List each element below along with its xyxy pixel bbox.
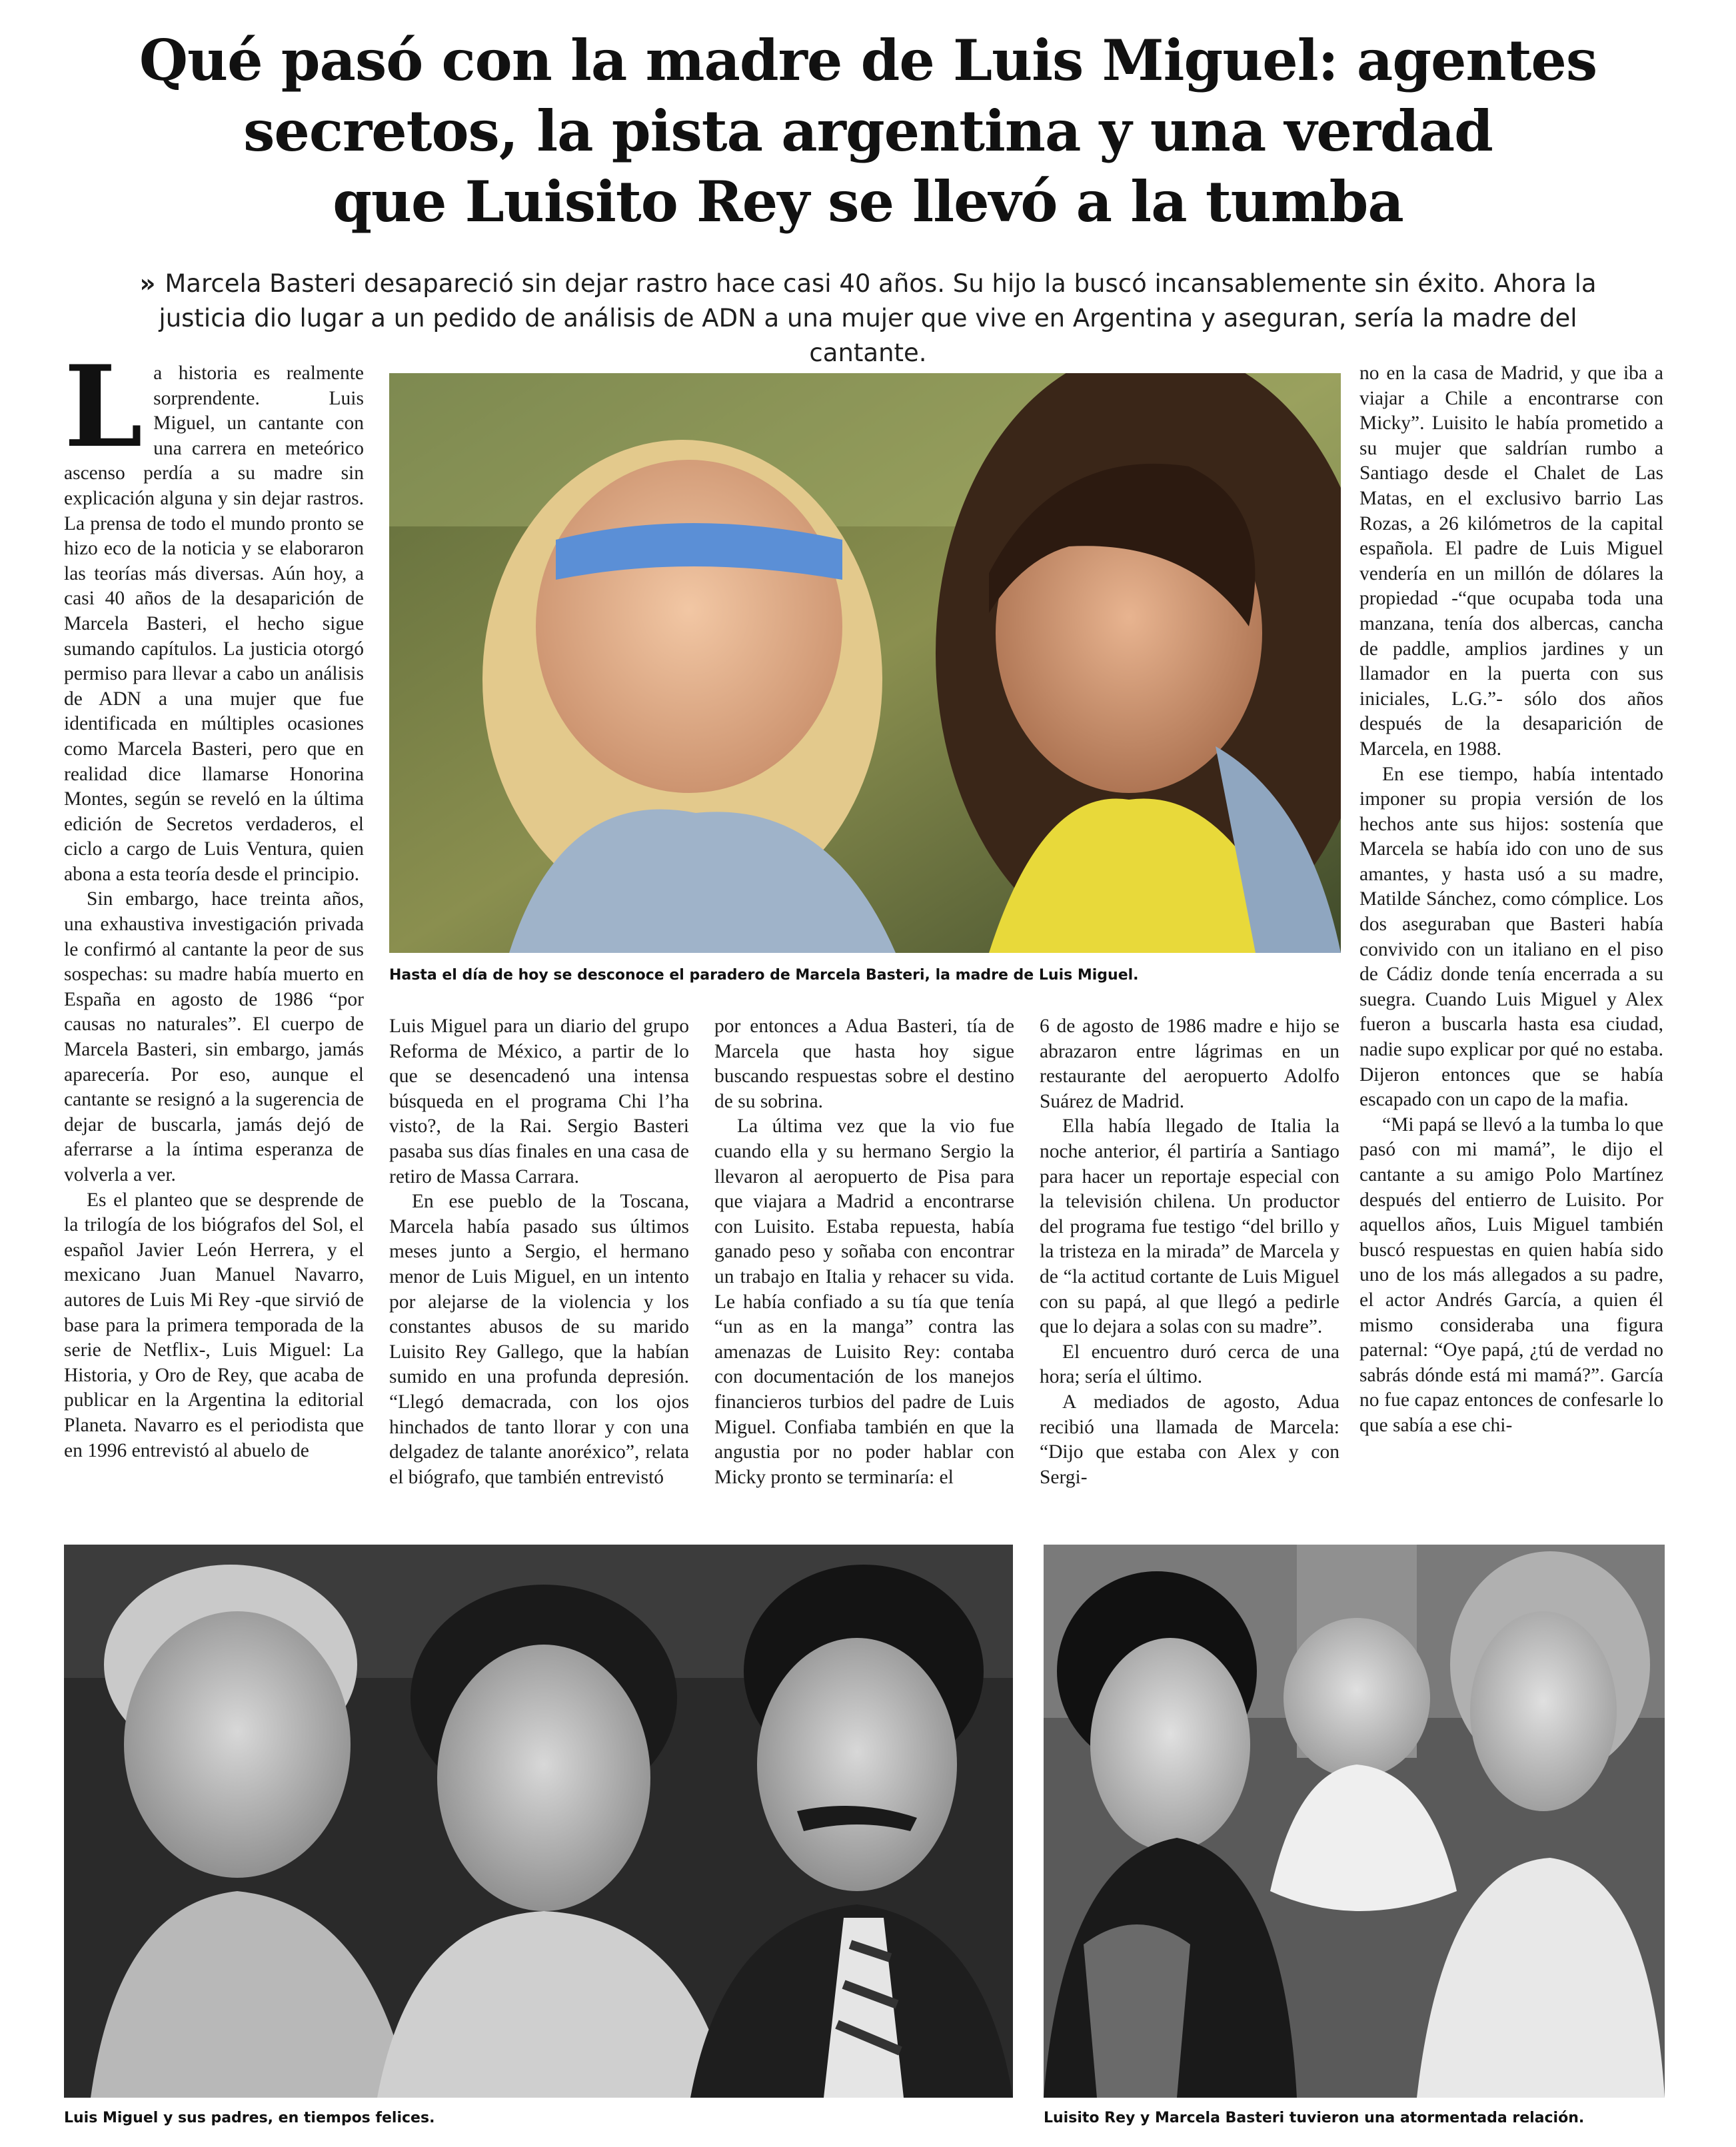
headline-line-2: secretos, la pista argentina y una verdad xyxy=(243,98,1493,164)
article-column-1 xyxy=(64,361,364,1513)
family-photo-caption: Luis Miguel y sus padres, en tiempos felices. xyxy=(64,2110,435,2126)
article-paragraph: El encuentro duró cerca de una hora; sería el último. xyxy=(1040,1341,1339,1388)
couple-photo-image xyxy=(1044,1545,1665,2098)
main-photo-image xyxy=(389,373,1341,953)
family-photo-image xyxy=(64,1545,1013,2098)
couple-photo-caption: Luisito Rey y Marcela Basteri tuvieron una atormentada relación. xyxy=(1044,2110,1585,2126)
article-paragraph: La historia es realmente sorprendente. Luis Miguel, un cantante con una carrera en meteórico ascenso perdía a su madre sin explicación alguna y sin dejar rastros. La prensa de todo el mundo pronto se hizo eco de la noticia y se elaboraron las teorías más diversas. Aún hoy, a casi 40 años de la desaparición de Marcela Basteri, el hecho sigue sumando capítulos. La justicia otorgó permiso para llevar a cabo un análisis de ADN a una mujer que fue identificada en múltiples ocasiones como Marcela Basteri, pero que en realidad dice llamarse Honorina Montes, según se reveló en la última edición de Secretos verdaderos, el ciclo a cargo de Luis Ventura, quien abona a esta teoría desde el principio. xyxy=(64,361,364,885)
headline xyxy=(80,25,1656,237)
article-paragraph: Sin embargo, hace treinta años, una exhaustiva investigación privada le confirmó al cantante la peor de sus sospechas: su madre había muerto en España en agosto de 1986 “por causas no naturales”. El cuerpo de Marcela Basteri, sin embargo, jamás aparecería. Por eso, aunque el cantante se resignó a la sugerencia de dejar de buscarla, jamás dejó de aferrarse a la íntima esperanza de volverla a ver. xyxy=(64,888,364,1185)
article-paragraph: Ella había llegado de Italia la noche anterior, él partiría a Santiago para hacer un reportaje especial con la televisión chilena. Un productor del programa fue testigo “del brillo y la tristeza en la mirada” de Marcela y de “la actitud cortante de Luis Miguel con su papá, al que llegó a pedirle que lo dejara a solas con su madre”. xyxy=(1040,1115,1339,1338)
headline-line-1: Qué pasó con la madre de Luis Miguel: agentes xyxy=(139,27,1597,93)
couple-photo xyxy=(1044,1545,1665,2098)
article-paragraph: 6 de agosto de 1986 madre e hijo se abrazaron entre lágrimas en un restaurante del aeropuerto Adolfo Suárez de Madrid. xyxy=(1040,1016,1339,1112)
article-column-5 xyxy=(1359,361,1663,1513)
article-paragraph: En ese tiempo, había intentado imponer su propia versión de los hechos ante sus hijos: sostenía que Marcela se había ido con uno de sus amantes, y hasta usó a su madre, Matilde Sánchez, como cómplice. Los dos aseguraban que Basteri había convivido con un italiano en el piso de Cádiz donde tenía encerrada a su suegra. Cuando Luis Miguel y Alex fueron a buscarla hasta esa ciudad, nadie supo explicar por qué no estaba. Dijeron entonces que se había escapado con un capo de la mafia. xyxy=(1359,763,1663,1111)
article-column-3 xyxy=(714,1014,1014,1513)
article-paragraph: En ese pueblo de la Toscana, Marcela había pasado sus últimos meses junto a Sergio, el hermano menor de Luis Miguel, en un intento por alejarse de la violencia y los constantes abusos de su marido Luisito Rey Gallego, que la habían sumido en una profunda depresión. “Llegó demacrada, con los ojos hinchados de tanto llorar y con una delgadez de talante anoréxico”, relata el biógrafo, que también entrevistó xyxy=(389,1191,689,1488)
family-photo xyxy=(64,1545,1013,2098)
article-paragraph: no en la casa de Madrid, y que iba a viajar a Chile a encontrarse con Micky”. Luisito le había prometido a su mujer que saldrían rumbo a Santiago desde el Chalet de Las Matas, en el exclusivo barrio Las Rozas, a 26 kilómetros de la capital española. El padre de Luis Miguel vendería en un millón de dólares la propiedad -“que ocupaba toda una manzana, tenía dos albercas, cancha de paddle, amplios jardines y un llamador en la puerta con sus iniciales, L.G.”- sólo dos años después de la desaparición de Marcela, en 1988. xyxy=(1359,362,1663,760)
deck-text: Marcela Basteri desapareció sin dejar rastro hace casi 40 años. Su hijo la buscó incansablemente sin éxito. Ahora la justicia dio lugar a un pedido de análisis de ADN a una mujer que vive en Argentina y aseguran, sería la madre del cantante. xyxy=(159,269,1597,367)
main-photo-caption: Hasta el día de hoy se desconoce el paradero de Marcela Basteri, la madre de Luis Miguel. xyxy=(389,967,1139,984)
article-paragraph: Luis Miguel para un diario del grupo Reforma de México, a partir de lo que se desencadenó una intensa búsqueda en el programa Chi l’ha visto?, de la Rai. Sergio Basteri pasaba sus días finales en una casa de retiro de Massa Carrara. xyxy=(389,1016,689,1187)
main-photo xyxy=(389,373,1341,953)
article-paragraph: Es el planteo que se desprende de la trilogía de los biógrafos del Sol, el español Javier León Herrera, y el mexicano Juan Manuel Navarro, autores de Luis Mi Rey -que sirvió de base para la primera temporada de la serie de Netflix-, Luis Miguel: La Historia, y Oro de Rey, que acaba de publicar en la Argentina la editorial Planeta. Navarro es el periodista que en 1996 entrevistó al abuelo de xyxy=(64,1189,364,1461)
article-paragraph: por entonces a Adua Basteri, tía de Marcela que hasta hoy sigue buscando respuestas sobre el destino de su sobrina. xyxy=(714,1016,1014,1112)
headline-line-3: que Luisito Rey se llevó a la tumba xyxy=(333,169,1403,235)
deck-summary xyxy=(100,267,1636,370)
dropcap: L xyxy=(64,361,143,472)
article-column-2 xyxy=(389,1014,689,1513)
article-paragraph: “Mi papá se llevó a la tumba lo que pasó con mi mamá”, le dijo el cantante a su amigo Polo Martínez después del entierro de Luisito. Por aquellos años, Luis Miguel también buscó respuestas en quien había sido uno de los más allegados a su padre, el actor Andrés García, a quien él mismo consideraba una figura paternal: “Oye papá, ¿tú de verdad no sabrás dónde está mi mamá?”. García no fue capaz entonces de confesarle lo que sabía a ese chi- xyxy=(1359,1113,1663,1436)
article-column-4 xyxy=(1040,1014,1339,1513)
article-paragraph: A mediados de agosto, Adua recibió una llamada de Marcela: “Dijo que estaba con Alex y con Sergi- xyxy=(1040,1391,1339,1488)
article-paragraph: La última vez que la vio fue cuando ella y su hermano Sergio la llevaron al aeropuerto de Pisa para que viajara a Madrid a encontrarse con Luisito. Estaba repuesta, había ganado peso y soñaba con encontrar un trabajo en Italia y rehacer su vida. Le había confiado a su tía que tenía “un as en la manga” contra las amenazas de Luisito Rey: contaba con documentación de los manejos financieros turbios del padre de Luis Miguel. Confiaba también en que la angustia por no poder hablar con Micky pronto se terminaría: el xyxy=(714,1115,1014,1488)
deck-marker-icon: » xyxy=(139,269,156,298)
